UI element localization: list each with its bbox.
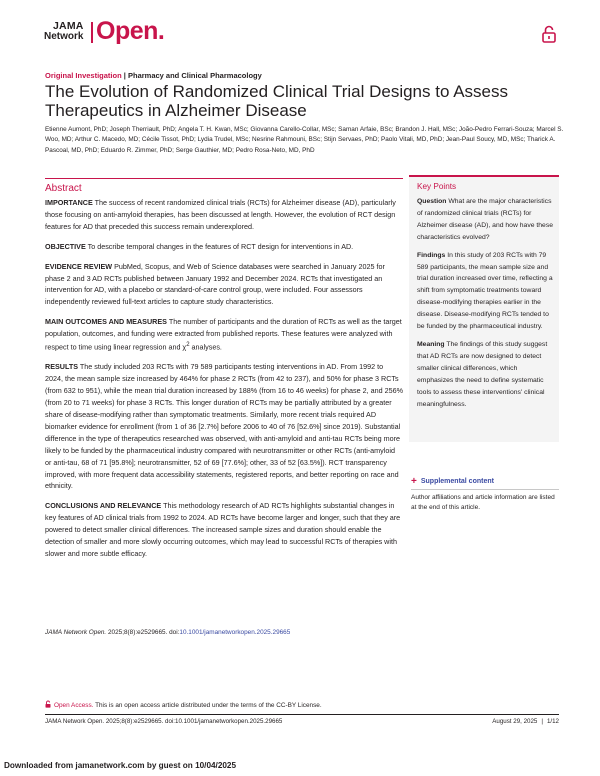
footer-citation: JAMA Network Open. 2025;8(8):e2529665. doi:10.1001/jamanetworkopen.2025.29665: [45, 718, 283, 725]
objective-label: OBJECTIVE: [45, 241, 86, 251]
key-point-question: [417, 196, 553, 244]
abstract-evidence: [45, 261, 403, 309]
article-title: The Evolution of Randomized Clinical Trial Designs to Assess Therapeutics in Alzheimer Disease: [45, 82, 508, 120]
logo-open-text: Open.: [96, 17, 165, 45]
measures-label: MAIN OUTCOMES AND MEASURES: [45, 317, 167, 327]
evidence-label: EVIDENCE REVIEW: [45, 261, 113, 271]
subsection-label: Pharmacy and Clinical Pharmacology: [127, 71, 262, 80]
download-watermark: Downloaded from jamanetwork.com by guest on 10/04/2025: [4, 761, 237, 770]
supplemental-label: Supplemental content: [420, 478, 494, 485]
footer-meta: [492, 718, 559, 725]
open-lock-icon: [542, 25, 556, 43]
footer-separator: |: [541, 718, 543, 725]
open-access-label: Open Access.: [54, 702, 94, 709]
open-access-text: This is an open access article distributed under the terms of the CC-BY License.: [93, 702, 322, 709]
evidence-text: PubMed, Scopus, and Web of Science databases were searched in January 2025 for phase 2 and 3 AD RCTs published between January 1992 and December 2024. RCTs that investigated an intervention for AD, with a placebo or standard-of-care control group, were included. Four assessors independently reviewed full-text articles to capture study characteristics.: [45, 261, 385, 307]
page-number: 1/12: [546, 718, 559, 725]
measures-text: The number of participants and the duration of RCTs as well as the target population, outcomes, and funding were extracted from published reports. These features were analyzed with respect to time using linear regression and χ: [45, 317, 402, 352]
doi-link[interactable]: 10.1001/jamanetworkopen.2025.29665: [179, 629, 291, 636]
abstract-body: [45, 197, 403, 568]
question-text: What are the major characteristics of randomized clinical trials (RCTs) for Alzheimer disease (AD), and how have these characteristics evolved?: [417, 198, 554, 241]
abstract-conclusions: [45, 500, 403, 560]
results-text: The study included 203 RCTs with 79 589 participants testing interventions in AD. From 1992 to 2024, the mean sample size increased by 464% for phase 2 RCTs (from 42 to 237), and 50% for phase 3 RCTs (from 632 to 951), while the mean trial duration increased by 188% (from 16 to 46 weeks) for phase 2, and 256% (from 20 to 71 weeks) for phase 3 RCTs. This longer duration of RCTs may be partially attributed by a greater share of disease-modifying rather than symptomatic treatments. Similarly, more recent trials required AD biomarker evidence for enrollment (from 1 of 36 [2.7%] before 2006 to 40 of 76 [52.6%] since 2019). Substantial difference in the type of therapeutics researched was observed, with anti-amyloid and anti-tau RCTs being more likely to be funded by the pharmaceutical industry compared with neurotransmitter or other RCTs (anti-amyloid or anti-tau, 68 of 71 [95.8%]; neurotransmitter, 52 of 69 [77.6%]; other, 33 of 52 [63.5%]). RCT transparency improved, with more frequent data accessibility statements, registered reports, and better reporting on race and ethnicity.: [45, 362, 403, 491]
results-label: RESULTS: [45, 362, 79, 372]
supplemental-content-link[interactable]: [411, 476, 494, 487]
author-list: Etienne Aumont, PhD; Joseph Therriault, PhD; Angela T. H. Kwan, MSc; Giovanna Carello-Collar, MSc; Saman Arfaie, BSc; Brandon J. Hall, MSc; João-Pedro Ferrari-Souza; Marcel S. Woo, MD; Arthur C. Macedo, MD; Cécile Tissot, PhD; Lydia Trudel, MSc; Nesrine Rahmouni, BSc; Stijn Servaes, PhD; Paolo Vitali, MD, PhD; Jean-Paul Soucy, MD, MSc; Tharick A. Pascoal, MD, PhD; Eduardo R. Zimmer, PhD; Serge Gauthier, MD; Pedro Rosa-Neto, MD, PhD: [45, 126, 564, 154]
open-access-note: [45, 700, 322, 709]
citation-line: [45, 629, 290, 636]
citation-ref: 2025;8(8):e2529665. doi:: [106, 629, 180, 636]
footer-date: August 29, 2025: [492, 718, 538, 725]
footer-divider: [45, 714, 559, 715]
article-kicker: [45, 71, 262, 80]
plus-icon: +: [411, 476, 417, 487]
meaning-label: Meaning: [417, 340, 445, 348]
open-access-icon: [45, 700, 51, 708]
citation-journal: JAMA Network Open.: [45, 629, 107, 636]
question-label: Question: [417, 198, 447, 205]
kicker-separator: |: [123, 71, 126, 80]
journal-logo[interactable]: [44, 17, 184, 53]
key-point-findings: [417, 250, 553, 333]
abstract-heading: Abstract: [45, 178, 403, 194]
key-point-meaning: [417, 339, 553, 410]
objective-text: To describe temporal changes in the features of RCT design for interventions in AD.: [87, 241, 354, 251]
key-points-panel: [409, 175, 559, 442]
chi-squared-superscript: 2: [186, 342, 190, 349]
importance-text: The success of recent randomized clinical trials (RCTs) for Alzheimer disease (AD), particularly those focusing on anti-amyloid therapies, has been discussed at length. However, the evolution of RCT design features for AD that preceded this success remain underexplored.: [45, 198, 396, 231]
logo-network-text: Network: [44, 31, 84, 42]
abstract-results: [45, 361, 403, 492]
abstract-objective: [45, 241, 403, 253]
measures-tail: analyses.: [189, 342, 222, 352]
findings-text: In this study of 203 RCTs with 79 589 participants, the mean sample size and trial duration increased over time, reflecting a shift from symptomatic treatments toward disease-modifying therapies earlier in the disease. Disease-modifying RCTs tended to be funded by the pharmaceutical industry.: [417, 251, 553, 331]
section-label[interactable]: Original Investigation: [45, 71, 122, 80]
key-points-heading: Key Points: [417, 182, 457, 191]
findings-label: Findings: [417, 251, 446, 259]
supplemental-divider: [411, 489, 559, 490]
affiliation-note: Author affiliations and article information are listed at the end of this article.: [411, 494, 555, 511]
conclusions-text: This methodology research of AD RCTs highlights substantial changes in key features of AD clinical trials from 1992 to 2024. AD RCTs have become larger and longer, such that they are powered to detect smaller clinical differences. The increased sample sizes and duration should enable the detection of smaller and more slowly occurring outcomes, which may lead to successful RCTs of therapies with slower and more subtle efficacy.: [45, 501, 401, 558]
logo-divider: [91, 22, 93, 43]
logo-jama-text: JAMA: [53, 20, 84, 32]
conclusions-label: CONCLUSIONS AND RELEVANCE: [45, 501, 162, 511]
abstract-importance: [45, 197, 403, 233]
importance-label: IMPORTANCE: [45, 198, 93, 207]
abstract-measures: [45, 316, 403, 353]
meaning-text: The findings of this study suggest that AD RCTs are now designed to detect smaller clinical differences, which emphasizes the need to define systematic tools to assess these interventions' clinical meaningfulness.: [417, 340, 548, 408]
